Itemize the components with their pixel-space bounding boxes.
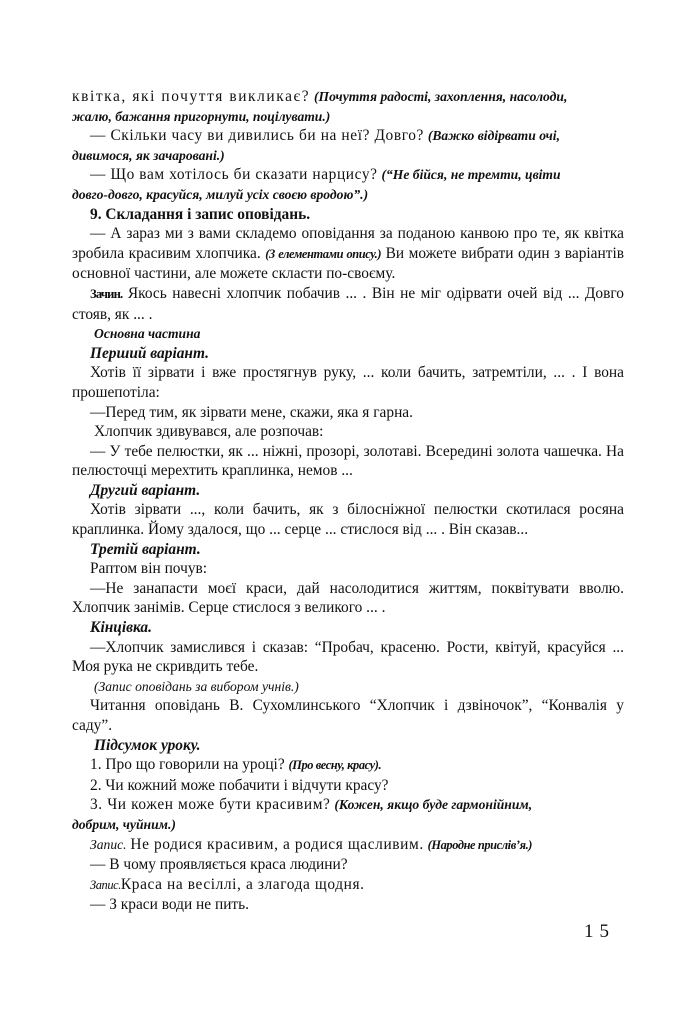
question-line: 3. Чи кожен може бути красивим? (Кожен, якщо буде гармонійним,: [90, 796, 533, 814]
text-line: довго-довго, красуйся, милуй усіх своєю вродою”.): [72, 186, 369, 202]
question-line: 1. Про що говорили на уроці? (Про весну, красу).: [90, 756, 382, 774]
record-line: Запис.Краса на весіллі, а злагода щодня.: [90, 875, 365, 893]
paragraph: Зачин. Якось навесні хлопчик побачив ... . Він не міг одірвати очей від ... Довго стояв, як ... .: [72, 284, 624, 323]
subheading: Кінцівка.: [90, 619, 152, 637]
text-line: добрим, чуйним.): [72, 816, 176, 832]
paragraph: Раптом він почув:: [90, 560, 208, 578]
text-line: квітка, які почуття викликає? (Почуття радості, захоплення, насолоди,: [72, 88, 568, 105]
question-line: 2. Чи кожний може побачити і відчути красу?: [90, 776, 389, 794]
page-text: [72, 87, 624, 915]
paragraph: Читання оповідань В. Сухомлинського “Хлопчик і дзвіночок”, “Конвалія у саду”.: [72, 697, 624, 734]
paragraph: Хлопчик здивувався, але розпочав:: [94, 423, 324, 441]
question-line: — Що вам хотілось би сказати нарцису? (“Не бійся, не тремти, цвіти: [90, 166, 561, 184]
paragraph: Хотів її зірвати і вже простягнув руку, ... коли бачить, затремтіли, ... . І вона прошепотіла:: [72, 364, 624, 401]
paragraph: Хотів зірвати ..., коли бачить, як з білосніжної пелюстки скотилася росяна краплинка. Йому здалося, що ... серце ... стислося від ... . Він сказав...: [72, 501, 624, 539]
note: (Запис оповідань за вибором учнів.): [94, 678, 299, 694]
paragraph: — У тебе пелюстки, як ... ніжні, прозорі, золотаві. Всередині золота чашечка. На пелюсточці мерехтить краплинка, немов ...: [72, 442, 624, 480]
subheading: Третій варіант.: [90, 540, 201, 558]
paragraph: —Не занапасти моєї краси, дай насолодитися життям, поквітувати вволю. Хлопчик занімів. Серце стислося з великого ... .: [72, 579, 624, 617]
text-line: — З краси води не пить.: [90, 896, 250, 914]
page-number: 15: [584, 921, 615, 942]
paragraph: —Хлопчик замислився і сказав: “Пробач, красеню. Рости, квітуй, красуйся ... Моя рука не скривдить тебе.: [72, 638, 624, 676]
question-line: — В чому проявляється краса людини?: [90, 856, 348, 874]
paragraph: — А зараз ми з вами складемо оповідання за поданою канвою про те, як квітка зробила красивим хлопчика. (З елементами опису.) Ви можете вибрати один з варіантів основної частини, але можете скласти по-своєму.: [72, 225, 625, 283]
question-line: — Скільки часу ви дивились би на неї? Довго? (Важко відірвати очі,: [90, 127, 560, 145]
record-line: Запис. Не родися красивим, а родися щасливим. (Народне прислів’я.): [90, 835, 532, 853]
text-line: дивимося, як зачаровані.): [72, 147, 225, 163]
subheading: Другий варіант.: [90, 481, 201, 499]
section-heading: 9. Складання і запис оповідань.: [90, 205, 311, 223]
subheading: Перший варіант.: [90, 344, 209, 362]
subheading: Основна частина: [94, 326, 201, 342]
paragraph: —Перед тим, як зірвати мене, скажи, яка я гарна.: [90, 403, 413, 421]
text-line: жалю, бажання пригорнути, поцілувати.): [72, 108, 331, 124]
subheading: Підсумок уроку.: [94, 736, 201, 754]
